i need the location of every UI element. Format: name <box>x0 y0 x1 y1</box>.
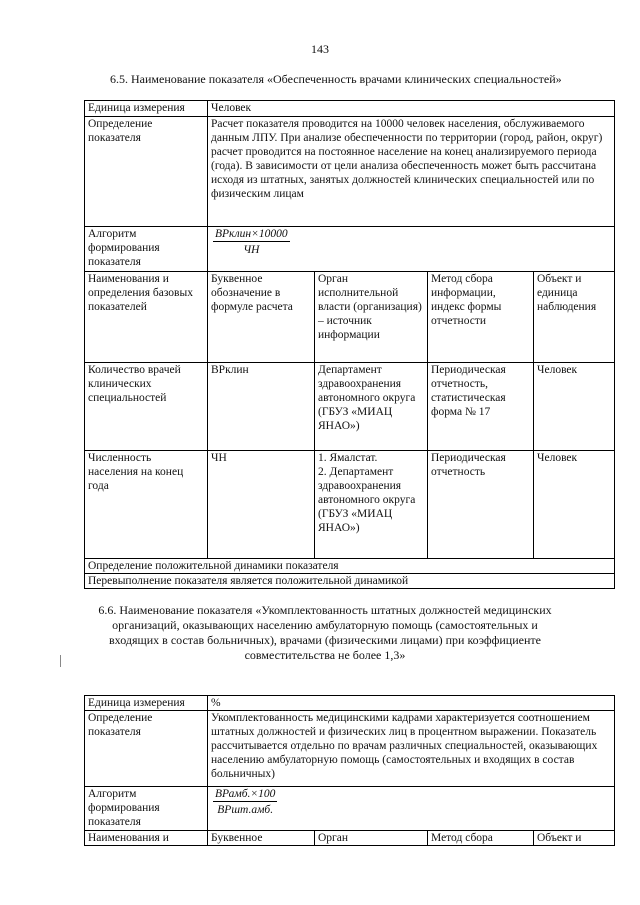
unit-label: Единица измерения <box>85 696 208 711</box>
scan-mark <box>60 655 61 667</box>
section-title-6-5: 6.5. Наименование показателя «Обеспеченность врачами клинических специальностей» <box>110 72 562 86</box>
header-cell: Метод сбора информации, индекс формы отчетности <box>428 272 534 363</box>
formula <box>213 787 277 817</box>
formula-denominator: ЧН <box>243 244 260 256</box>
header-cell: Наименования и <box>85 831 208 846</box>
indicator-table-6-5 <box>84 100 615 589</box>
formula <box>213 227 290 257</box>
table-cell: ВРклин <box>208 363 315 451</box>
table-cell: ЧН <box>208 451 315 559</box>
header-cell: Объект и <box>534 831 615 846</box>
header-cell: Орган <box>315 831 428 846</box>
definition-label: Определение показателя <box>85 711 208 787</box>
formula-cell <box>208 787 615 831</box>
table-cell: Человек <box>534 451 615 559</box>
formula-denominator: ВРшт.амб. <box>217 804 274 816</box>
section-title-6-6: 6.6. Наименование показателя «Укомплектованность штатных должностей медицинских организаций, оказывающих населению амбулаторную помощь (самостоятельных и входящих в состав больничных), врачами (физическими лицами) при коэффициенте совместительства не более 1,3» <box>98 603 552 662</box>
table-row <box>85 363 615 451</box>
indicator-table-6-6 <box>84 695 615 846</box>
table-row <box>85 451 615 559</box>
dynamics-text: Перевыполнение показателя является положительной динамикой <box>85 574 615 589</box>
page-number: 143 <box>311 42 329 56</box>
table-cell: Человек <box>534 363 615 451</box>
header-cell: Объект и единица наблюдения <box>534 272 615 363</box>
header-cell: Буквенное обозначение в формуле расчета <box>208 272 315 363</box>
unit-label: Единица измерения <box>85 101 208 117</box>
algorithm-label: Алгоритм формирования показателя <box>85 787 208 831</box>
table-cell: 1. Ямалстат. 2. Департамент здравоохранения автономного округа (ГБУЗ «МИАЦ ЯНАО») <box>315 451 428 559</box>
table-cell: Количество врачей клинических специальностей <box>85 363 208 451</box>
dynamics-label: Определение положительной динамики показателя <box>85 559 615 574</box>
table-cell: Периодическая отчетность <box>428 451 534 559</box>
table-cell: Периодическая отчетность, статистическая форма № 17 <box>428 363 534 451</box>
formula-numerator: ВРамб.×100 <box>215 788 276 800</box>
formula-numerator: ВРклин×10000 <box>215 228 288 240</box>
table-cell: Департамент здравоохранения автономного округа (ГБУЗ «МИАЦ ЯНАО») <box>315 363 428 451</box>
definition-label: Определение показателя <box>85 117 208 227</box>
definition-text: Укомплектованность медицинскими кадрами характеризуется соотношением штатных должностей и физических лиц в процентном выражении. Показатель рассчитывается отдельно по врачам различных специальностей, оказывающих населению амбулаторную помощь (самостоятельных и входящих в состав больничных) <box>208 711 615 787</box>
formula-cell <box>208 227 615 272</box>
header-cell: Метод сбора <box>428 831 534 846</box>
header-cell: Наименования и определения базовых показателей <box>85 272 208 363</box>
table-cell: Численность населения на конец года <box>85 451 208 559</box>
definition-text: Расчет показателя проводится на 10000 человек населения, обслуживаемого данным ЛПУ. При анализе обеспеченности по территории (город, район, округ) расчет проводится на постоянное население на конец анализируемого периода (года). В зависимости от цели анализа обеспеченность может быть рассчитана исходя из штатных, занятых должностей клинических специальностей или по физическим лицам <box>208 117 615 227</box>
header-cell: Орган исполнительной власти (организация) – источник информации <box>315 272 428 363</box>
header-cell: Буквенное <box>208 831 315 846</box>
unit-value: Человек <box>208 101 615 117</box>
algorithm-label: Алгоритм формирования показателя <box>85 227 208 272</box>
unit-value: % <box>208 696 615 711</box>
